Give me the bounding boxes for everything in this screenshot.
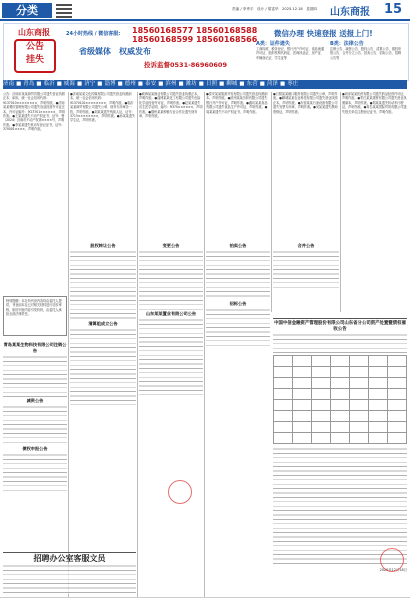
table-row: [274, 411, 407, 422]
notice-body: [3, 405, 67, 445]
column-divider: [68, 92, 69, 597]
notice-title: 招标公告: [229, 301, 247, 306]
category-b-title: B类：法律公告: [330, 41, 364, 47]
column-divider: [340, 92, 341, 312]
notice-body: [139, 250, 203, 310]
logo-block: [8, 27, 60, 73]
notice-text: 公告：济南市某某商贸有限公司遗失营业执照正本、副本，统一社会信用代码：9137010××××××××，声明作废。●济南某某餐饮管理有限公司遗失食品经营许可证正本，许可证编号：JY23701××××××，声明作废。●王某某遗失不动产权证书，证号：鲁（2024）济南市不动产权第××××号，声明作废。●李某某遗失机动车登记证书，证号：370001××××，声明作废。: [3, 92, 65, 132]
notice-body: [3, 453, 67, 493]
notice-text: ●威海某某渔业有限公司遗失营业执照正本，声明作废。●淄博某某化工有限公司遗失危险化学品经营许可证，声明作废。●赵某某遗失出生医学证明，编号：R370××××××，声明作废。●德州某某种植专业合作社遗失财务章，声明作废。: [139, 92, 203, 119]
seal-icon: [14, 39, 56, 73]
category-b: [330, 40, 404, 60]
qr-code-icon: [56, 2, 72, 18]
notice-title: 青岛某某生物科技有限公司注销公告: [3, 342, 67, 353]
notice-date: 2025年12月18日: [379, 568, 407, 572]
notice-body: [206, 308, 270, 348]
notice-body: [139, 318, 203, 398]
seal-stamp-icon: [168, 480, 192, 504]
notice-title: 清算组成立公告: [88, 321, 118, 326]
notice-body: [3, 564, 136, 594]
column-1: [3, 92, 67, 597]
logo-name: 山东商报: [18, 27, 50, 37]
notice-body: [70, 250, 136, 320]
complaint-line: 投诉监督0531-86960609: [144, 61, 227, 69]
notice-title: 变更公告: [162, 243, 180, 248]
wechat-slogan: 微信办理 快速登报 送报上门!: [274, 29, 373, 38]
asset-table: [273, 355, 407, 444]
column-6: [342, 92, 407, 307]
media-slogan: 省级媒体 权威发布: [79, 47, 151, 56]
footer-rule: [0, 597, 410, 598]
seal-line-2: 挂失: [25, 55, 44, 65]
notice-body: [273, 250, 339, 290]
notice-title: 股权转让公告: [90, 243, 116, 248]
notice-body: [70, 328, 136, 408]
notice-title: 拍卖公告: [229, 243, 247, 248]
table-row: [274, 400, 407, 411]
header-rule: [0, 19, 410, 21]
city-strip: 济南 ■ 青岛 ■ 临沂 ■ 威海 ■ 济宁 ■ 淄博 ■ 德州 ■ 泰安 ■ 滨州 ■ 潍坊 ■ 日照 ■ 聊城 ■ 东营 ■ 菏泽 ■ 枣庄: [3, 80, 407, 89]
column-3: [139, 92, 203, 597]
notice-text: ●济南某某文化传媒有限公司遗失营业执照副本，统一社会信用代码：91370102××××××××，声明作废。●临沂某某商贸有限公司遗失公章、财务专用章各一枚，声明作废。●刘某某遗失残疾人证，证号：3713××××××××，声明作废。●孙某某遗失学生证，声明作废。: [70, 92, 135, 123]
table-row: [274, 356, 407, 367]
notice-text: ●泰安某某旅游开发有限公司遗失营业执照副本，声明作废。●滨州某某纺织有限公司遗失银行开户许可证，声明作废。●潍坊某某食品有限公司遗失食品生产许可证，声明作废。●周某某遗失不动产权证书，声明作废。: [206, 92, 268, 114]
paper-name: 山东商报: [330, 7, 370, 18]
notice-body: [273, 333, 407, 353]
table-row: [274, 378, 407, 389]
column-divider: [204, 92, 205, 597]
hotline-number: 18560168588: [196, 26, 258, 35]
table-row: [274, 433, 407, 444]
hotline-number: 18560168577: [132, 26, 194, 35]
column-4: [206, 92, 270, 597]
page-number: 15: [384, 2, 403, 17]
ad-banner: [3, 23, 409, 81]
column-2: [70, 92, 136, 597]
hotline-number: 18560168566: [196, 35, 258, 44]
section-label: 分类: [2, 3, 52, 18]
table-row: [274, 389, 407, 400]
hotline-label: 24小时热线 / 微信客服:: [66, 31, 121, 37]
notice-body: [3, 355, 67, 397]
notice-text: ●菏泽某某医药有限公司遗失药品经营许可证，声明作废。●枣庄某某建材有限公司遗失营业执照副本，声明作废。●郑某某遗失机动车行驶证，声明作废。●青岛某某国际贸易有限公司遗失报关单位注册登记证书，声明作废。: [342, 92, 407, 114]
hotline-numbers: [132, 26, 257, 44]
edition-meta: 责编 / 李秀平 设计 / 胡富华 2025.12.18 星期四: [232, 7, 318, 11]
notice-title: 中国中信金融资产管理股份有限公司山东省分公司资产处置暨债权催收公告: [274, 321, 406, 332]
category-a: [256, 40, 326, 60]
column-divider: [137, 92, 138, 597]
category-a-text: 工商执照、税务登记、银行开户许可证、食品流通许可证、组织机构代码证、医师执业证、房产证、车辆登记证、学生证等: [256, 47, 324, 60]
notice-title: 债权申报公告: [22, 446, 48, 451]
notice-body: [206, 250, 270, 300]
seal-stamp-icon: [380, 548, 404, 572]
hotline-number: 18560168599: [132, 35, 194, 44]
column-5: [273, 92, 339, 307]
category-b-text: 注销公告、减资公告、股权公告、清算公告、债权申报公告、合并分立公告、拍卖公告、招标公告、招聘公告等: [330, 47, 402, 60]
notice-title: 减资公告: [26, 398, 44, 403]
recruit-title: 招聘办公室客服文员: [33, 554, 106, 563]
notice-text: ●日照某某港口服务有限公司遗失公章，声明作废。●聊城某某农业科技有限公司遗失营业执照正本，声明作废。●东营某某石油设备有限公司遗失发票专用章，声明作废。●吴某某遗失教师资格证，声明作废。: [273, 92, 338, 114]
table-row: [274, 367, 407, 378]
column-divider: [271, 92, 272, 312]
table-row: [274, 422, 407, 433]
notice-title: 山东某某置业有限公司公告: [145, 311, 197, 316]
recruit-notice: [3, 552, 136, 597]
category-a-title: A类：证件遗失: [256, 41, 290, 47]
notice-title: 合并公告: [297, 243, 315, 248]
disclaimer-box: 特别提醒：本社所刊登内容均由委托人提供，刊登前本社已对相关材料进行初步审核，如因刊登内容引发纠纷，由委托人承担全部法律责任。: [3, 296, 67, 336]
seal-line-1: 公告: [25, 42, 44, 52]
page-header: [0, 0, 410, 20]
